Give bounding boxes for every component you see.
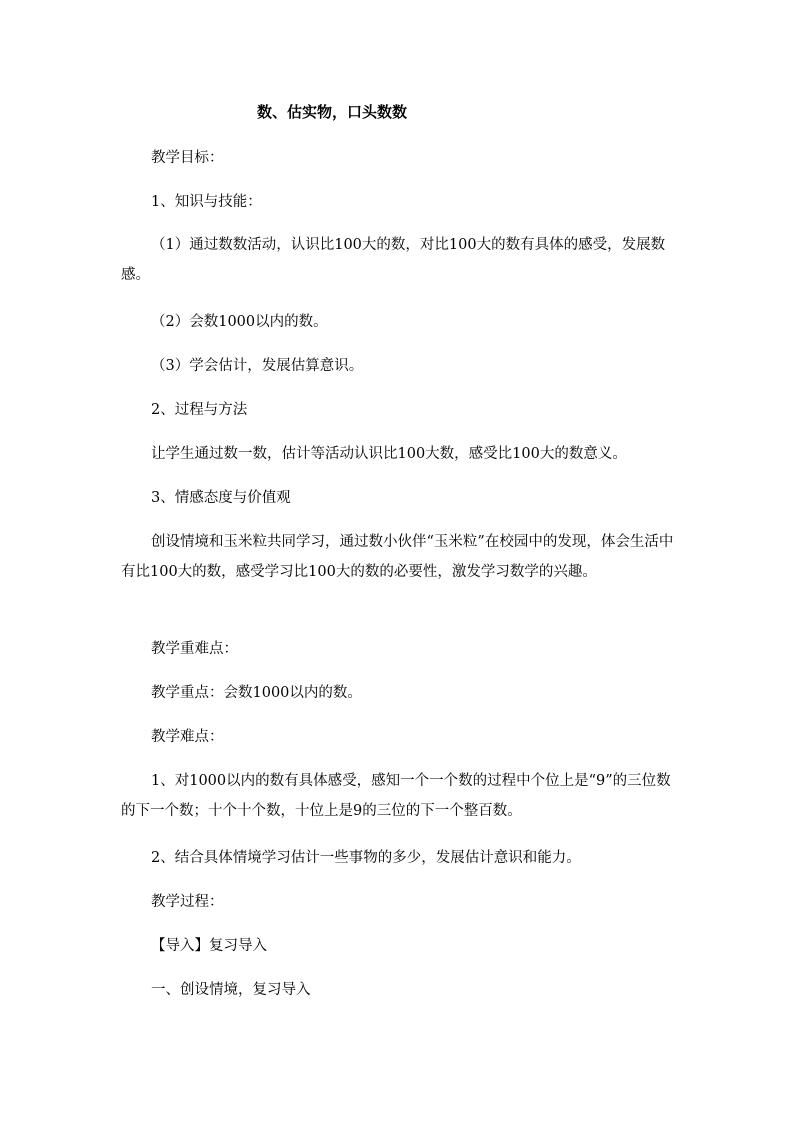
paragraph-difficult-1: 1、对1000以内的数有具体感受，感知一个一个数的过程中个位上是“9”的三位数的下一个数；十个十个数，十位上是9的三位的下一个整百数。 [121,773,671,819]
paragraph-teaching-goals: 教学目标： [151,150,224,166]
paragraph-knowledge-skills: 1、知识与技能： [151,194,262,210]
paragraph-goal-1: （1）通过数数活动，认识比100大的数，对比100大的数有具体的感受，发展数感。 [121,237,666,283]
paragraph-attitude-desc: 创设情境和玉米粒共同学习，通过数小伙伴“玉米粒”在校园中的发现，体会生活中有比100大的数，感受学习比100大的数的必要性，激发学习数学的兴趣。 [121,534,674,580]
paragraph-goal-2: （2）会数1000以内的数。 [151,314,328,330]
paragraph-key-difficult: 教学重难点： [151,641,238,657]
paragraph-intro: 【导入】复习导入 [151,938,267,954]
paragraph-goal-3: （3）学会估计，发展估算意识。 [151,358,364,374]
paragraph-attitude-values: 3、情感态度与价值观 [151,490,291,506]
paragraph-teaching-process: 教学过程： [151,894,224,910]
paragraph-create-situation: 一、创设情境，复习导入 [151,982,311,998]
paragraph-difficult-2: 2、结合具体情境学习估计一些事物的多少，发展估计意识和能力。 [151,850,581,866]
document-title: 数、估实物，口头数数 [257,103,408,121]
paragraph-key-point: 教学重点：会数1000以内的数。 [151,685,362,701]
paragraph-process-desc: 让学生通过数一数，估计等活动认识比100大数，感受比100大的数意义。 [151,446,627,462]
paragraph-difficult-point: 教学难点： [151,729,224,745]
paragraph-process-method: 2、过程与方法 [151,402,248,418]
